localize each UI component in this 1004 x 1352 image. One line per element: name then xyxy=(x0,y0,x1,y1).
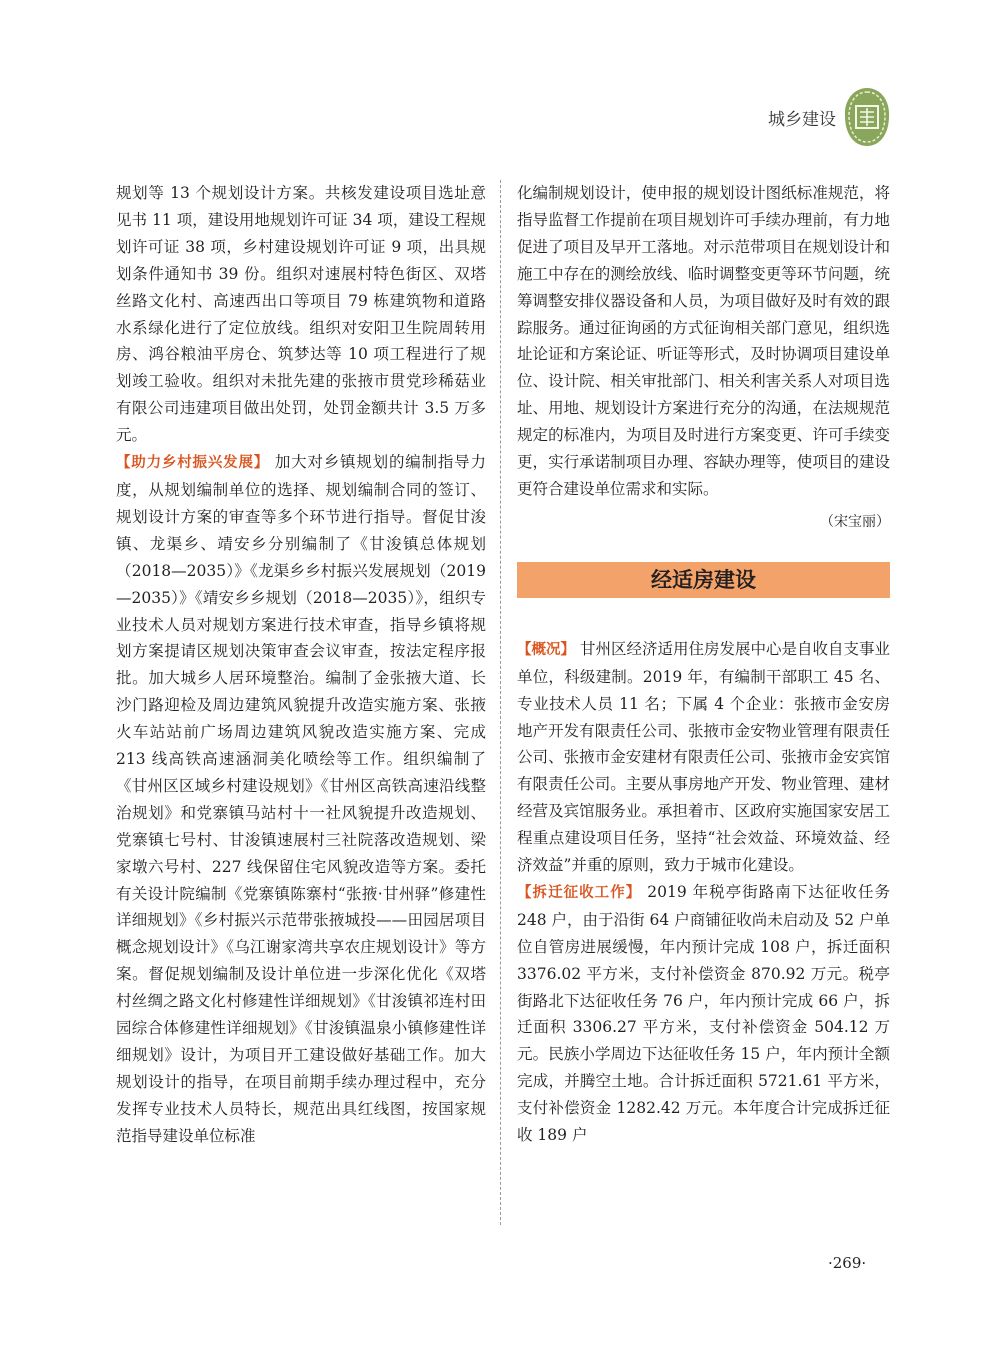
section-banner: 经适房建设 xyxy=(517,562,890,598)
left-column xyxy=(116,180,486,1150)
page-number: ·269· xyxy=(828,1254,867,1272)
paragraph-text: 甘州区经济适用住房发展中心是自收自支事业单位，科级建制。2019 年，有编制干部职工 45 名、专业技术人员 11 名；下属 4 个企业：张掖市金安房地产开发有限责任公司、张掖市金安物业管理有限责任公司、张掖市金安建材有限责任公司、张掖市金安宾馆有限责任公司。主要从事房地产开发、物业管理、建材经营及宾馆服务业。承担着市、区政府实施国家安居工程重点建设项目任务，坚持“社会效益、环境效益、经济效益”并重的原则，致力于城市化建设。 xyxy=(517,639,890,875)
paragraph xyxy=(517,879,890,1149)
paragraph-text: 2019 年税亭街路南下达征收任务 248 户，由于沿街 64 户商铺征收尚未启动及 52 户单位自管房进展缓慢，年内预计完成 108 户，拆迁面积 3376.02 平方米，支付补偿资金 870.92 万元。税亭街路北下达征收任务 76 户，年内预计完成 66 户，拆迁面积 3306.27 平方米，支付补偿资金 504.12 万元。民族小学周边下达征收任务 15 户，年内预计全额完成，并腾空土地。合计拆迁面积 5721.61 平方米，支付补偿资金 1282.42 万元。本年度合计完成拆迁征收 189 户 xyxy=(517,882,891,1145)
column-divider xyxy=(500,180,501,1225)
paragraph: 化编制规划设计，使申报的规划设计图纸标准规范，将指导监督工作提前在项目规划许可手续办理前，有力地促进了项目及早开工落地。对示范带项目在规划设计和施工中存在的测绘放线、临时调整变更等环节问题，统筹调整安排仪器设备和人员，为项目做好及时有效的跟踪服务。通过征询函的方式征询相关部门意见，组织选址论证和方案论证、听证等形式，及时协调项目建设单位、设计院、相关审批部门、相关利害关系人对项目选址、用地、规划设计方案进行充分的沟通，在法规规范规定的标准内，为项目及时进行方案变更、许可手续变更，实行承诺制项目办理、容缺办理等，使项目的建设更符合建设单位需求和实际。 xyxy=(517,184,890,498)
paragraph xyxy=(116,449,486,1150)
section-tag: 【助力乡村振兴发展】 xyxy=(116,455,270,472)
paragraph xyxy=(517,636,890,879)
section-tag: 【拆迁征收工作】 xyxy=(517,884,642,901)
seal-icon xyxy=(842,86,892,148)
section-label: 城乡建设 xyxy=(768,109,836,130)
section-tag: 【概况】 xyxy=(517,641,576,658)
paragraph: 规划等 13 个规划设计方案。共核发建设项目选址意见书 11 项，建设用地规划许可证 34 项，建设工程规划许可证 38 项，乡村建设规划许可证 9 项，出具规划条件通知书 39 份。组织对速展村特色街区、双塔丝路文化村、高速西出口等项目 79 栋建筑物和道路水系绿化进行了定位放线。组织对安阳卫生院周转用房、鸿谷粮油平房仓、筑梦达等 10 项工程进行了规划竣工验收。组织对未批先建的张掖市贯党珍稀菇业有限公司违建项目做出处罚，处罚金额共计 3.5 万多元。 xyxy=(116,184,486,445)
right-column xyxy=(517,180,890,1149)
paragraph-text: 加大对乡镇规划的编制指导力度，从规划编制单位的选择、规划编制合同的签订、规划设计方案的审查等多个环节进行指导。督促甘浚镇、龙渠乡、靖安乡分别编制了《甘浚镇总体规划（2018—2035）》《龙渠乡乡村振兴发展规划（2019—2035）》《靖安乡乡规划（2018—2035）》，组织专业技术人员对规划方案进行技术审查，指导乡镇将规划方案提请区规划决策审查会议审查，按法定程序报批。加大城乡人居环境整治。编制了金张掖大道、长沙门路迎检及周边建筑风貌提升改造实施方案、张掖火车站站前广场周边建筑风貌改造实施方案、完成 213 线高铁高速涵洞美化喷绘等工作。组织编制了《甘州区区域乡村建设规划》《甘州区高铁高速沿线整治规划》和党寨镇马站村十一社风貌提升改造规划、党寨镇七号村、甘浚镇速展村三社院落改造规划、梁家墩六号村、227 线保留住宅风貌改造等方案。委托有关设计院编制《党寨镇陈寨村“张掖·甘州驿”修建性详细规划》《乡村振兴示范带张掖城投——田园居项目概念规划设计》《乌江谢家湾共享农庄规划设计》等方案。督促规划编制及设计单位进一步深化优化《双塔村丝绸之路文化村修建性详细规划》《甘浚镇祁连村田园综合体修建性详细规划》《甘浚镇温泉小镇修建性详细规划》设计，为项目开工建设做好基础工作。加大规划设计的指导，在项目前期手续办理过程中，充分发挥专业技术人员特长，规范出具红线图，按国家规范指导建设单位标准 xyxy=(116,453,486,1145)
page-header xyxy=(768,86,892,148)
author-credit: （宋宝丽） xyxy=(820,513,890,530)
